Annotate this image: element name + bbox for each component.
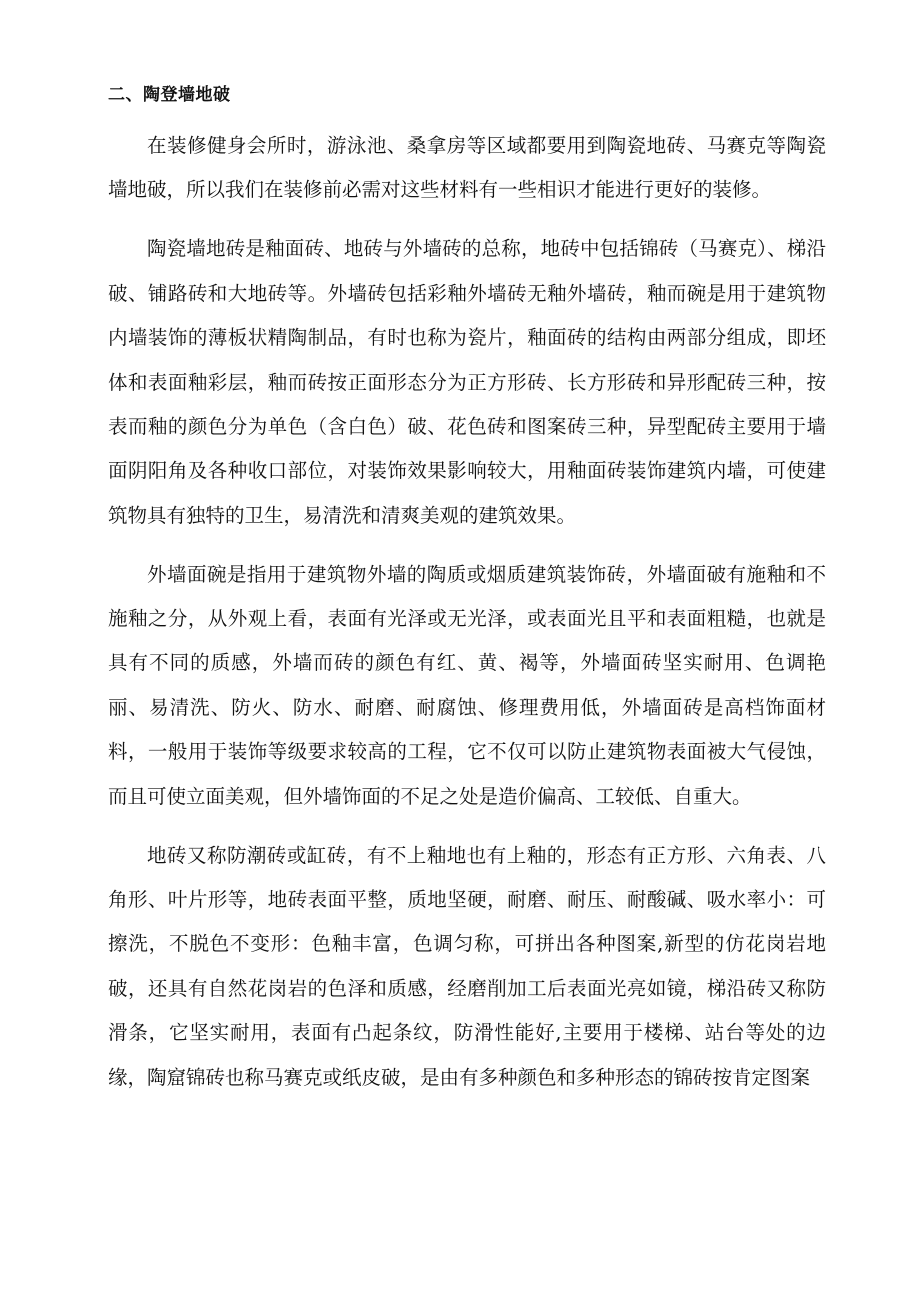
document-body [108,124,826,1115]
paragraph-wall-floor-tiles: 陶瓷墙地砖是釉面砖、地砖与外墙砖的总称，地砖中包括锦砖（马赛克）、梯沿破、铺路砖和大地砖等。外墙砖包括彩釉外墙砖无釉外墙砖，釉而碗是用于建筑物内墙装饰的薄板状精陶制品，有时也称为瓷片，釉面砖的结构由两部分组成，即坯体和表面釉彩层，釉而砖按正面形态分为正方形砖、长方形砖和异形配砖三种，按表而釉的颜色分为单色（含白色）破、花色砖和图案砖三种，异型配砖主要用于墙面阴阳角及各种收口部位，对装饰效果影响较大，用釉面砖装饰建筑内墙，可使建筑物具有独特的卫生，易清洗和清爽美观的建筑效果。 [108,237,826,527]
paragraph-exterior-wall-tiles: 外墙面碗是指用于建筑物外墙的陶质或烟质建筑装饰砖，外墙面破有施釉和不施釉之分，从外观上看，表面有光泽或无光泽，或表面光且平和表面粗糙，也就是具有不同的质感，外墙而砖的颜色有红、黄、褐等，外墙面砖坚实耐用、色调艳丽、易清洗、防火、防水、耐磨、耐腐蚀、修理费用低，外墙面砖是高档饰面材料，一般用于装饰等级要求较高的工程，它不仅可以防止建筑物表面被大气侵蚀，而且可使立面美观，但外墙饰面的不足之处是造价偏高、工较低、自重大。 [108,562,826,808]
paragraph-intro: 在装修健身会所时，游泳池、桑拿房等区域都要用到陶瓷地砖、马赛克等陶瓷墙地破，所以我们在装修前必需对这些材料有一些相识才能进行更好的装修。 [108,134,826,202]
paragraph-floor-tiles: 地砖又称防潮砖或缸砖，有不上釉地也有上釉的，形态有正方形、六角表、八角形、叶片形等，地砖表面平整，质地坚硬，耐磨、耐压、耐酸碱、吸水率小：可擦洗，不脱色不变形：色釉丰富，色调匀称，可拼出各种图案,新型的仿花岗岩地破，还具有自然花岗岩的色泽和质感，经磨削加工后表面光亮如镜，梯沿砖又称防滑条，它坚实耐用，表面有凸起条纹，防滑性能好,主要用于楼梯、站台等处的边缘，陶窟锦砖也称马赛克或纸皮破，是由有多种颜色和多种形态的锦砖按肯定图案 [108,843,826,1089]
section-title: 二、陶登墙地破 [108,85,231,105]
